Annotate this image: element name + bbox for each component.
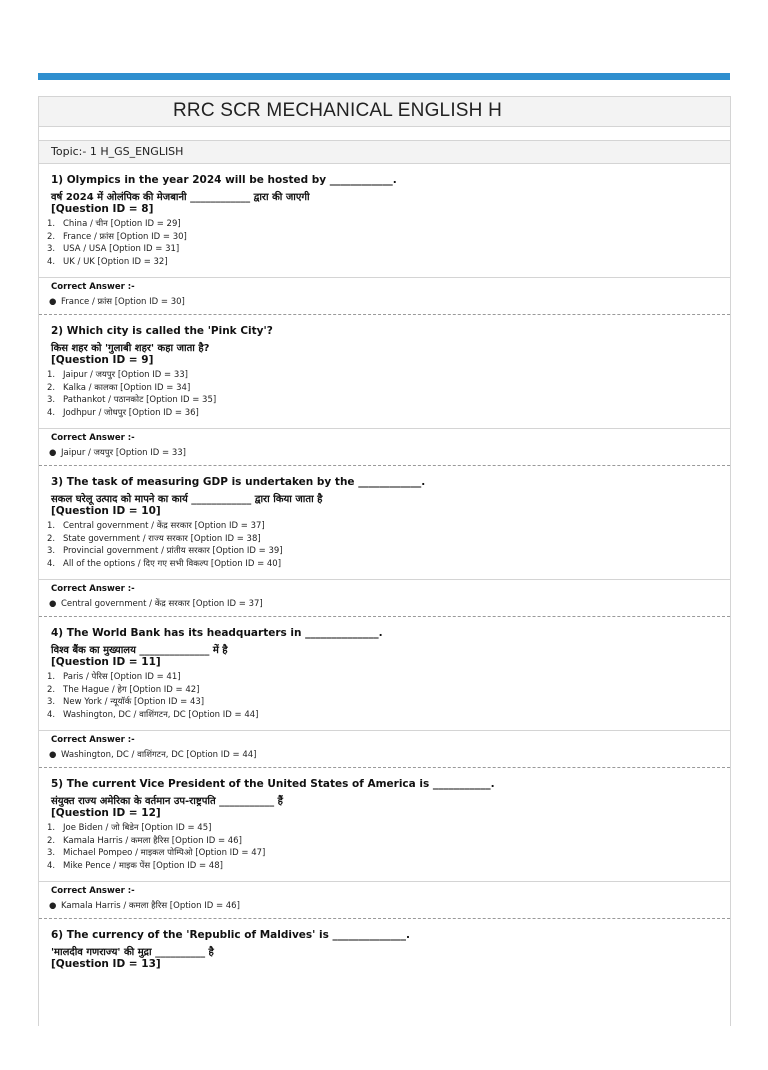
option-text: USA / USA [Option ID = 31]: [63, 244, 180, 255]
option-number: 3.: [47, 546, 56, 557]
question-block: [39, 315, 730, 466]
option-item: [47, 369, 216, 382]
option-item: [47, 231, 187, 244]
question-block: [39, 466, 730, 617]
option-number: 1.: [47, 823, 56, 833]
question-text: 1) Olympics in the year 2024 will be hosted by ____________.: [51, 174, 397, 186]
question-id: [Question ID = 12]: [51, 807, 161, 819]
option-text: Kalka / कालका [Option ID = 34]: [63, 382, 191, 393]
option-number: 1.: [47, 370, 56, 380]
option-text: The Hague / हेग [Option ID = 42]: [63, 684, 200, 695]
question-body: [39, 617, 730, 731]
correct-answer-value: [49, 598, 263, 609]
option-text: France / फ्रांस [Option ID = 30]: [63, 231, 187, 242]
option-number: 3.: [47, 848, 56, 859]
bullet-icon: ●: [49, 750, 57, 760]
option-item: [47, 696, 258, 709]
correct-answer-value: [49, 447, 186, 458]
spacer-row: [39, 126, 730, 141]
topic-row: [39, 141, 730, 164]
bullet-icon: ●: [49, 599, 57, 609]
correct-answer-label: Correct Answer :-: [51, 282, 135, 292]
question-body: [39, 919, 730, 1032]
question-text: 4) The World Bank has its headquarters in ______________.: [51, 627, 383, 639]
question-text-hindi: वर्ष 2024 में ओलंपिक की मेजबानी ____________ द्वारा की जाएगी: [51, 192, 310, 203]
option-number: 3.: [47, 244, 56, 255]
option-text: China / चीन [Option ID = 29]: [63, 219, 181, 229]
bullet-icon: ●: [49, 448, 57, 458]
option-text: All of the options / दिए गए सभी विकल्प [Option ID = 40]: [63, 558, 282, 569]
option-item: [47, 382, 216, 395]
document-title: RRC SCR MECHANICAL ENGLISH H: [173, 100, 502, 121]
answer-text: France / फ्रांस [Option ID = 30]: [61, 297, 185, 307]
option-text: Mike Pence / माइक पेंस [Option ID = 48]: [63, 860, 223, 871]
question-text: 3) The task of measuring GDP is undertaken by the ____________.: [51, 476, 426, 488]
question-id: [Question ID = 8]: [51, 203, 154, 215]
correct-answer-value: [49, 296, 185, 307]
option-item: [47, 407, 216, 420]
option-item: [47, 860, 265, 873]
option-number: 3.: [47, 697, 56, 708]
option-text: Washington, DC / वाशिंगटन, DC [Option ID = 44]: [63, 709, 259, 720]
option-item: [47, 684, 258, 697]
correct-answer-label: Correct Answer :-: [51, 735, 135, 745]
question-block: [39, 617, 730, 768]
option-item: [47, 545, 283, 558]
option-item: [47, 533, 283, 546]
option-number: 4.: [47, 256, 56, 267]
option-item: [47, 847, 265, 860]
option-text: Kamala Harris / कमला हैरिस [Option ID = 46]: [63, 835, 242, 846]
correct-answer-label: Correct Answer :-: [51, 886, 135, 896]
question-text-hindi: संयुक्त राज्य अमेरिका के वर्तमान उप-राष्ट्रपति ___________ हैं: [51, 796, 283, 807]
option-text: Jodhpur / जोधपुर [Option ID = 36]: [63, 407, 199, 418]
topic-label: Topic:- 1 H_GS_ENGLISH: [51, 145, 184, 158]
header-accent-bar: [38, 73, 730, 80]
question-id: [Question ID = 13]: [51, 958, 161, 970]
answer-text: Central government / केंद्र सरकार [Option ID = 37]: [61, 599, 263, 609]
correct-answer-label: Correct Answer :-: [51, 433, 135, 443]
option-text: Michael Pompeo / माइकल पोम्पिओ [Option ID = 47]: [63, 848, 266, 859]
option-item: [47, 243, 187, 256]
bullet-icon: ●: [49, 297, 57, 307]
answer-text: Kamala Harris / कमला हैरिस [Option ID = 46]: [61, 901, 240, 911]
question-text: 2) Which city is called the 'Pink City'?: [51, 325, 273, 337]
option-item: [47, 558, 283, 571]
question-text-hindi: किस शहर को 'गुलाबी शहर' कहा जाता है?: [51, 343, 210, 354]
option-text: Pathankot / पठानकोट [Option ID = 35]: [63, 395, 217, 406]
bullet-icon: ●: [49, 901, 57, 911]
option-number: 1.: [47, 672, 56, 682]
option-text: Joe Biden / जो बिडेन [Option ID = 45]: [63, 823, 212, 833]
option-list: [47, 520, 283, 570]
correct-answer-label: Correct Answer :-: [51, 584, 135, 594]
option-number: 2.: [47, 231, 56, 242]
option-number: 2.: [47, 533, 56, 544]
option-number: 2.: [47, 835, 56, 846]
option-number: 3.: [47, 395, 56, 406]
question-id: [Question ID = 10]: [51, 505, 161, 517]
option-list: [47, 218, 187, 268]
option-number: 2.: [47, 684, 56, 695]
option-item: [47, 394, 216, 407]
option-list: [47, 671, 258, 721]
option-text: Provincial government / प्रांतीय सरकार [Option ID = 39]: [63, 546, 283, 557]
option-item: [47, 671, 258, 684]
option-list: [47, 369, 216, 419]
answer-text: Jaipur / जयपुर [Option ID = 33]: [61, 448, 186, 458]
question-block: [39, 768, 730, 919]
question-block: [39, 164, 730, 315]
correct-answer-value: [49, 749, 256, 760]
correct-answer-value: [49, 900, 240, 911]
question-list: [39, 164, 730, 1070]
option-number: 1.: [47, 219, 56, 229]
option-item: [47, 822, 265, 835]
option-item: [47, 218, 187, 231]
option-number: 4.: [47, 860, 56, 871]
question-body: [39, 315, 730, 429]
option-number: 4.: [47, 558, 56, 569]
question-text: 6) The currency of the 'Republic of Maldives' is ______________.: [51, 929, 411, 941]
option-number: 4.: [47, 407, 56, 418]
question-body: [39, 466, 730, 580]
question-text-hindi: विश्व बैंक का मुख्यालय ______________ में है: [51, 645, 228, 656]
option-text: Jaipur / जयपुर [Option ID = 33]: [63, 370, 188, 380]
answer-text: Washington, DC / वाशिंगटन, DC [Option ID = 44]: [61, 750, 257, 760]
question-body: [39, 164, 730, 278]
option-text: State government / राज्य सरकार [Option ID = 38]: [63, 533, 261, 544]
question-text: 5) The current Vice President of the United States of America is ___________.: [51, 778, 495, 790]
option-list: [47, 822, 265, 872]
question-body: [39, 768, 730, 882]
question-text-hindi: सकल घरेलू उत्पाद को मापने का कार्य ____________ द्वारा किया जाता है: [51, 494, 323, 505]
option-number: 4.: [47, 709, 56, 720]
option-item: [47, 520, 283, 533]
option-text: Paris / पेरिस [Option ID = 41]: [63, 672, 181, 682]
option-item: [47, 256, 187, 269]
question-id: [Question ID = 11]: [51, 656, 161, 668]
option-text: New York / न्यूयॉर्क [Option ID = 43]: [63, 697, 205, 708]
option-number: 2.: [47, 382, 56, 393]
question-block: [39, 919, 730, 1070]
question-text-hindi: 'मालदीव गणराज्य' की मुद्रा __________ है: [51, 947, 214, 958]
question-paper: [38, 96, 731, 1026]
option-item: [47, 835, 265, 848]
option-text: Central government / केंद्र सरकार [Option ID = 37]: [63, 521, 265, 531]
option-item: [47, 709, 258, 722]
option-text: UK / UK [Option ID = 32]: [63, 256, 168, 267]
question-id: [Question ID = 9]: [51, 354, 154, 366]
title-row: [39, 96, 730, 127]
option-number: 1.: [47, 521, 56, 531]
